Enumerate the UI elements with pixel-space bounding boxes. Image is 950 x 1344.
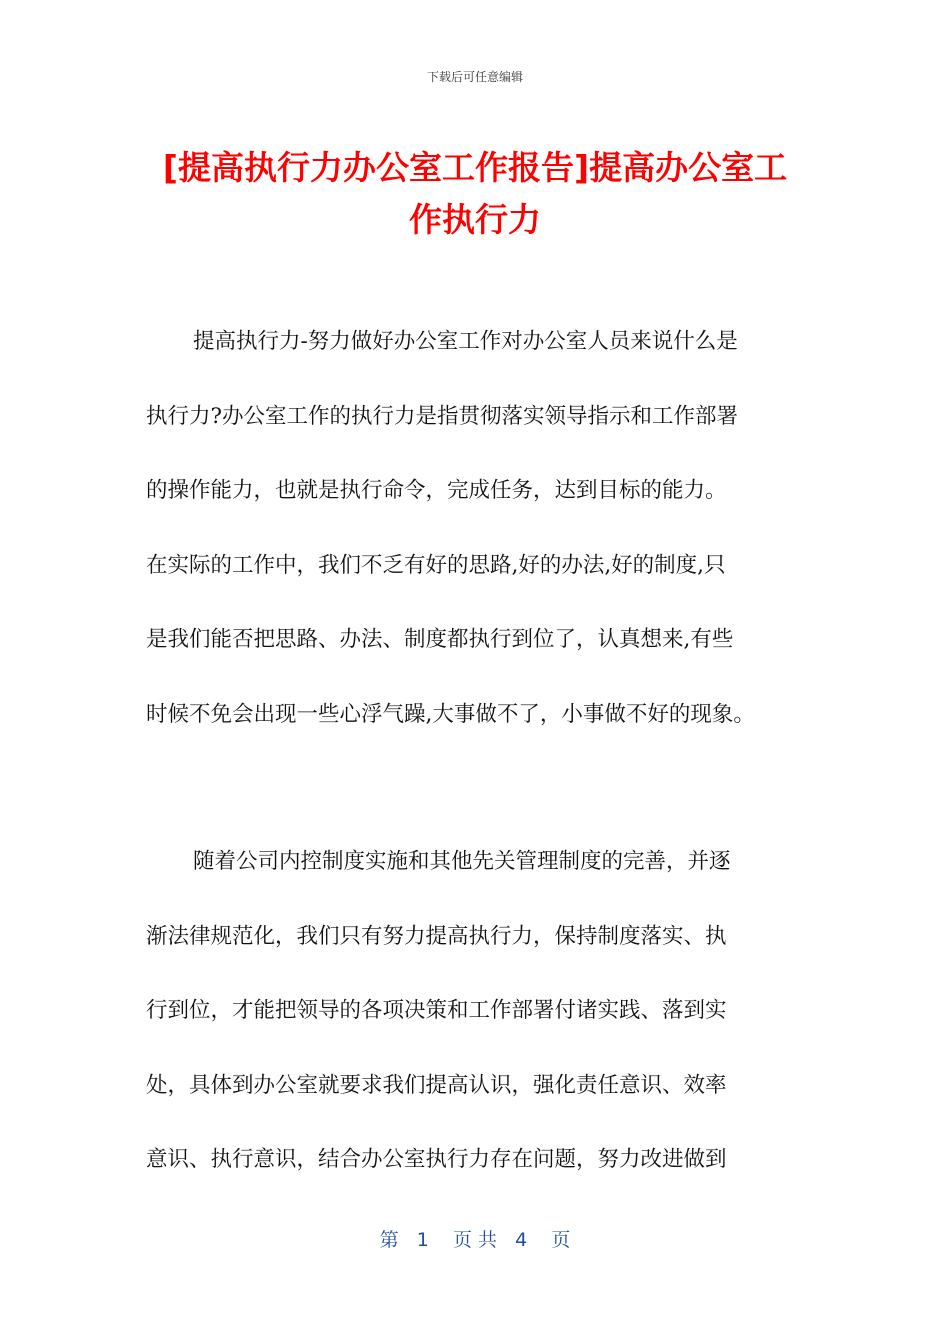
paragraph-line: 意识、执行意识，结合办公室执行力存在问题，努力改进做到 xyxy=(146,1147,727,1172)
page-footer: 第 1 页 共 4 页 xyxy=(379,1229,571,1251)
paragraph-2 xyxy=(146,825,806,1198)
paragraph-line: 提高执行力-努力做好办公室工作对办公室人员来说什么是 xyxy=(193,329,738,354)
paragraph-line: 时候不免会出现一些心浮气躁,大事做不了，小事做不好的现象。 xyxy=(146,701,755,727)
header-note: 下载后可任意编辑 xyxy=(426,70,523,84)
paragraph-line: 是我们能否把思路、办法、制度都执行到位了，认真想来,有些 xyxy=(146,627,734,652)
paragraph-1 xyxy=(146,305,806,752)
paragraph-line: 随着公司内控制度实施和其他先关管理制度的完善，并逐 xyxy=(193,849,731,874)
title-line-2: 作执行力 xyxy=(409,200,541,239)
document-title xyxy=(120,142,830,246)
title-line-1: [提高执行力办公室工作报告]提高办公室工 xyxy=(162,148,788,187)
paragraph-line: 处，具体到办公室就要求我们提高认识，强化责任意识、效率 xyxy=(146,1072,727,1098)
paragraph-line: 行到位，才能把领导的各项决策和工作部署付诸实践、落到实 xyxy=(146,998,727,1023)
paragraph-line: 的操作能力，也就是执行命令，完成任务，达到目标的能力。 xyxy=(146,478,727,503)
paragraph-line: 执行力?办公室工作的执行力是指贯彻落实领导指示和工作部署 xyxy=(146,403,739,429)
paragraph-line: 在实际的工作中，我们不乏有好的思路,好的办法,好的制度,只 xyxy=(146,552,726,578)
paragraph-line: 渐法律规范化，我们只有努力提高执行力，保持制度落实、执 xyxy=(146,923,727,949)
